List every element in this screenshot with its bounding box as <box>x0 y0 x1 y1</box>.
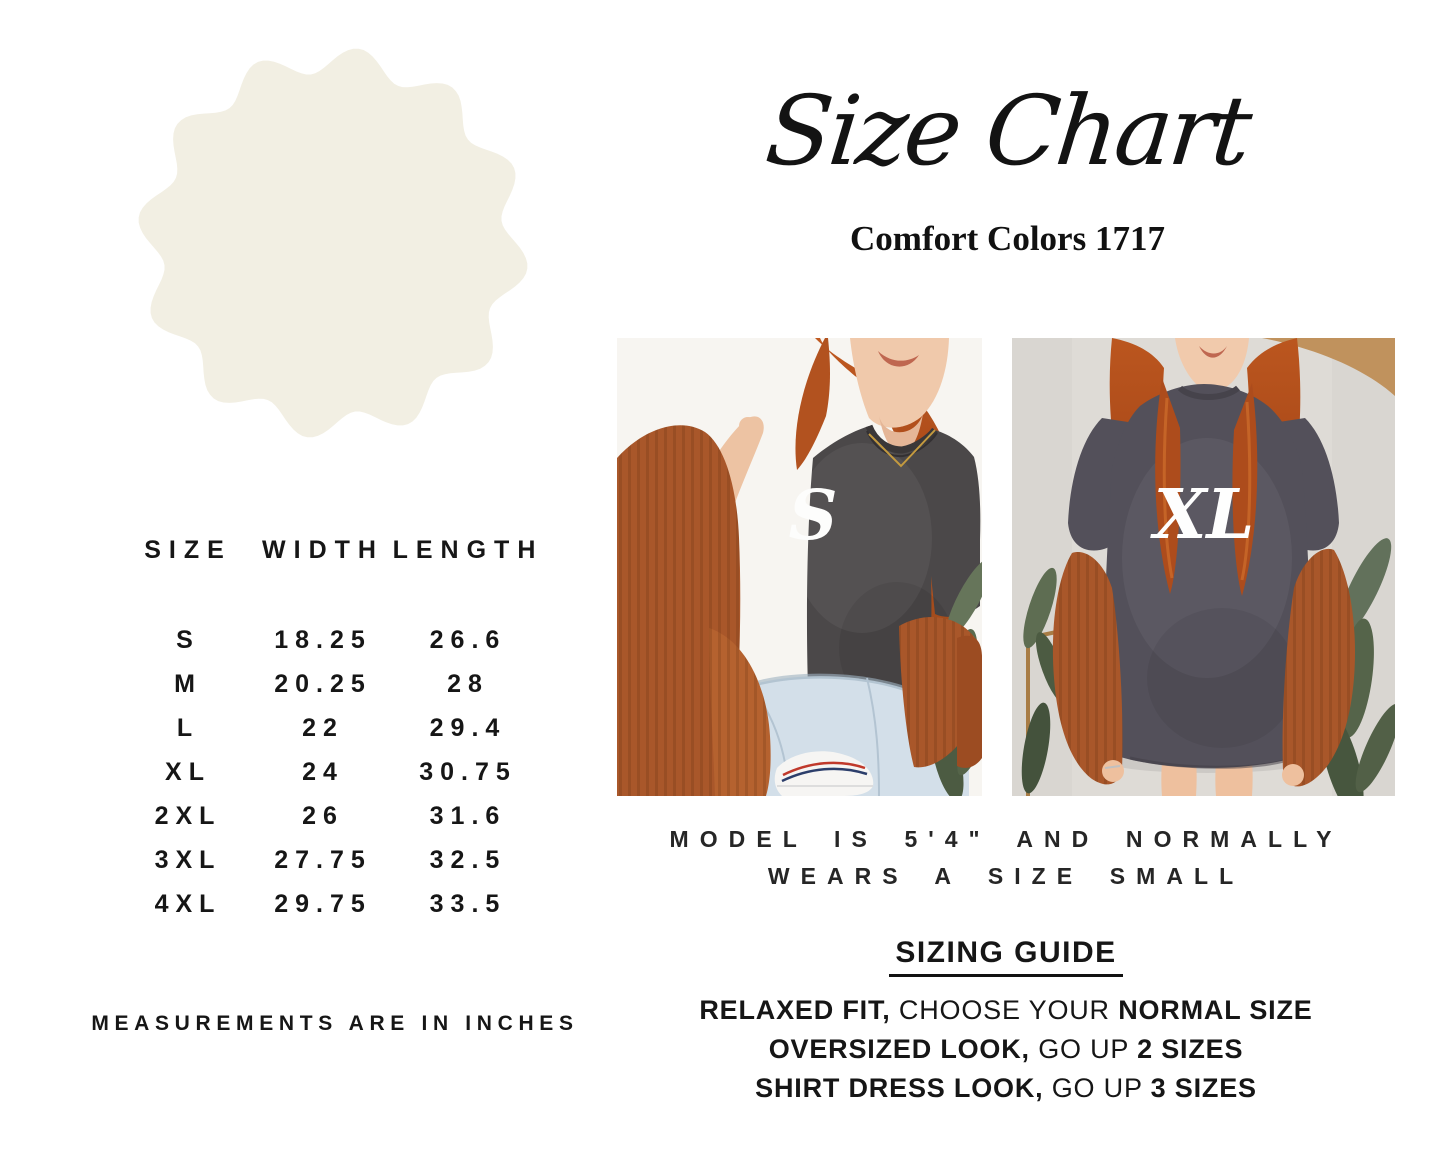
header <box>620 56 1395 260</box>
size-table-cell: 24 <box>302 757 344 786</box>
size-table-cell: 28 <box>447 669 489 698</box>
size-table-cell: 29.75 <box>274 889 372 918</box>
sizing-guide-segment: SHIRT DRESS LOOK, <box>755 1073 1052 1103</box>
sizing-guide-line <box>617 1030 1395 1069</box>
page-subtitle: Comfort Colors 1717 <box>850 219 1165 258</box>
col-header-length: LENGTH <box>392 536 544 564</box>
sizing-guide-segment: GO UP <box>1038 1034 1138 1064</box>
size-table-cell: S <box>176 625 200 654</box>
scalloped-blob-shape <box>139 49 528 438</box>
model-photo-size-s <box>617 338 982 796</box>
size-table-row <box>118 618 548 662</box>
size-table-cell: 30.75 <box>419 757 517 786</box>
size-table-row <box>118 750 548 794</box>
size-table-cell: 33.5 <box>429 889 507 918</box>
sizing-guide-segment: RELAXED FIT, <box>699 995 899 1025</box>
col-header-width: WIDTH <box>262 536 384 564</box>
measurements-note: MEASUREMENTS ARE IN INCHES <box>91 1012 579 1035</box>
size-table-cell: 26 <box>302 801 344 830</box>
sizing-guide-title: SIZING GUIDE <box>889 936 1122 977</box>
photo-xl-scene <box>1012 338 1395 796</box>
size-table-cell: 27.75 <box>274 845 372 874</box>
size-table-row <box>118 882 548 926</box>
page-title: Size Chart <box>760 75 1255 187</box>
size-table-cell: 22 <box>302 713 344 742</box>
sizing-guide <box>617 936 1395 1108</box>
model-caption <box>617 821 1395 895</box>
sizing-guide-segment: CHOOSE YOUR <box>898 995 1119 1025</box>
sizing-guide-segment: OVERSIZED LOOK, <box>768 1034 1039 1064</box>
size-table-cell: M <box>174 669 202 698</box>
size-table-cell: 3XL <box>154 845 222 874</box>
size-table-cell: 26.6 <box>429 625 507 654</box>
model-caption-line1: MODEL IS 5'4" AND NORMALLY <box>669 826 1343 852</box>
size-table-cell: L <box>176 713 200 742</box>
size-table-cell: 32.5 <box>429 845 507 874</box>
size-table-cell: 2XL <box>154 801 222 830</box>
sizing-guide-line <box>617 1069 1395 1108</box>
scalloped-blob <box>134 44 532 442</box>
size-table-row <box>118 838 548 882</box>
tee-letter-xl: XL <box>1153 475 1255 555</box>
size-table-row <box>118 662 548 706</box>
size-table-row <box>118 794 548 838</box>
size-table-cell: XL <box>165 757 211 786</box>
photo-s-scene <box>617 338 982 796</box>
sizing-guide-line <box>617 991 1395 1030</box>
sizing-guide-segment: GO UP <box>1051 1073 1151 1103</box>
size-table-header <box>118 536 548 564</box>
size-table-cell: 4XL <box>154 889 222 918</box>
tee-letter-s: S <box>788 476 838 556</box>
model-caption-line2: WEARS A SIZE SMALL <box>767 863 1245 889</box>
size-table-cell: 29.4 <box>429 713 507 742</box>
col-header-size: SIZE <box>144 536 232 564</box>
size-table <box>118 536 548 926</box>
sizing-guide-segment: 3 SIZES <box>1150 1073 1257 1103</box>
model-photo-size-xl <box>1012 338 1395 796</box>
sizing-guide-segment: 2 SIZES <box>1137 1034 1244 1064</box>
size-table-cell: 18.25 <box>274 625 372 654</box>
size-table-row <box>118 706 548 750</box>
sizing-guide-lines <box>617 991 1395 1108</box>
size-table-cell: 20.25 <box>274 669 372 698</box>
sizing-guide-segment: NORMAL SIZE <box>1118 995 1313 1025</box>
size-table-cell: 31.6 <box>429 801 507 830</box>
size-table-body <box>118 618 548 926</box>
